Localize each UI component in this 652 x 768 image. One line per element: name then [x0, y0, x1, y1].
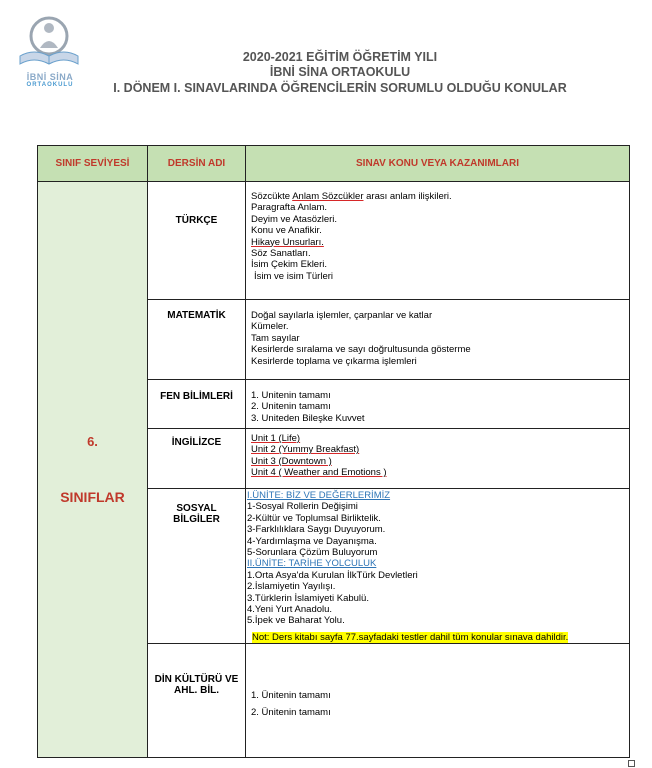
topics-cell: [246, 182, 630, 300]
topic-line: Kesirlerde sıralama ve sayı doğrultusunda gösterme: [251, 344, 471, 356]
header-year: 2020-2021 EĞİTİM ÖĞRETİM YILI: [242, 50, 438, 64]
subject-cell: [148, 429, 246, 489]
topic-line: 5-Sorunlara Çözüm Buluyorum: [247, 547, 378, 559]
topic-line: 1.Orta Asya'da Kurulan İlkTürk Devletleri: [247, 569, 418, 581]
topic-line: 1. Unitenin tamamı: [251, 390, 331, 401]
class-level-cell: [38, 182, 148, 758]
topic-line: 2. Ünitenin tamamı: [251, 706, 331, 718]
note-highlight: Not: Ders kitabı sayfa 77.sayfadaki testler dahil tüm konular sınava dahildir.: [252, 631, 569, 643]
subject-cell: [148, 182, 246, 300]
topic-line: Kesirlerde toplama ve çıkarma işlemleri: [251, 355, 417, 367]
logo-text-school: İBNİ SİNA: [26, 72, 74, 82]
note-line: [247, 632, 629, 643]
subject-cell: [148, 489, 246, 644]
subject-name: FEN BİLİMLERİ: [160, 391, 233, 402]
topic-line: 4-Yardımlaşma ve Dayanışma.: [247, 535, 377, 547]
subject-name: TÜRKÇE: [175, 215, 218, 226]
table-header-row: [38, 146, 630, 182]
subject-name: İNGİLİZCE: [171, 437, 222, 448]
grade-label: SINIFLAR: [60, 489, 125, 505]
header-school: İBNİ SİNA ORTAOKULU: [269, 65, 411, 79]
topics-cell: [246, 300, 630, 380]
topic-line: 3. Uniteden Bileşke Kuvvet: [251, 412, 365, 424]
topic-line: Sözcükte Anlam Sözcükler arası anlam ilişkileri.: [251, 191, 452, 202]
topic-line: 5.İpek ve Baharat Yolu.: [247, 615, 345, 627]
topic-line: Unit 3 (Downtown ): [251, 455, 332, 467]
header-course-name: DERSİN ADI: [148, 146, 246, 182]
topic-line: Doğal sayılarla işlemler, çarpanlar ve katlar: [251, 310, 433, 321]
table-row: [38, 182, 630, 300]
topic-line: 4.Yeni Yurt Anadolu.: [247, 604, 333, 616]
logo-text-type: ORTAOKULU: [26, 82, 74, 88]
topic-line: Hikaye Unsurları.: [251, 236, 324, 248]
table-resize-handle[interactable]: [628, 760, 635, 767]
topic-line: Unit 4 ( Weather and Emotions ): [251, 467, 387, 479]
topics-cell: [246, 489, 630, 644]
topic-line: İsim ve isim Türleri: [254, 270, 333, 282]
underlined-term: Anlam Sözcükler: [292, 191, 364, 202]
grade-number: 6.: [87, 434, 98, 449]
topic-line: 3-Farklılıklara Saygı Duyuyorum.: [247, 524, 386, 536]
topic-line: İsim Çekim Ekleri.: [251, 259, 328, 271]
subject-name: MATEMATİK: [167, 310, 226, 321]
topic-line: 3.Türklerin İslamiyeti Kabulü.: [247, 592, 369, 604]
subject-name-line1: DİN KÜLTÜRÜ VE: [154, 674, 239, 686]
topics-cell: [246, 429, 630, 489]
header-title: I. DÖNEM I. SINAVLARINDA ÖĞRENCİLERİN SORUMLU OLDUĞU KONULAR: [113, 81, 567, 95]
unit-heading: II.ÜNİTE: TARİHE YOLCULUK: [247, 558, 377, 570]
subject-cell: [148, 644, 246, 758]
topic-line: Unit 1 (Life): [251, 433, 301, 444]
topic-line: Paragrafta Anlam.: [251, 202, 328, 214]
exam-topics-table: [37, 145, 630, 758]
topic-line: Deyim ve Atasözleri.: [251, 213, 338, 225]
topic-line: 1. Ünitenin tamamı: [251, 690, 331, 702]
header-class-level: SINIF SEVİYESİ: [38, 146, 148, 182]
subject-cell: [148, 300, 246, 380]
subject-name-line2: BİLGİLER: [173, 514, 220, 525]
subject-name-line2: AHL. BİL.: [174, 685, 219, 697]
topics-cell: [246, 380, 630, 429]
topics-cell: [246, 644, 630, 758]
subject-cell: [148, 380, 246, 429]
topic-line: Konu ve Anafikir.: [251, 225, 322, 237]
topic-line: 2-Kültür ve Toplumsal Birliktelik.: [247, 512, 381, 524]
header-exam-topics: SINAV KONU VEYA KAZANIMLARI: [246, 146, 630, 182]
topic-line: 1-Sosyal Rollerin Değişimi: [247, 501, 358, 513]
unit-heading: I.ÜNİTE: BİZ VE DEĞERLERİMİZ: [247, 490, 391, 501]
subject-name-line1: SOSYAL: [176, 503, 217, 514]
topic-line: Kümeler.: [251, 321, 289, 333]
topic-line: 2.İslamiyetin Yayılışı.: [247, 581, 336, 593]
topic-line: Söz Sanatları.: [251, 248, 311, 260]
topic-line: 2. Unitenin tamamı: [251, 401, 331, 413]
topic-line: Tam sayılar: [251, 332, 300, 344]
topic-line: Unit 2 (Yummy Breakfast): [251, 444, 360, 456]
